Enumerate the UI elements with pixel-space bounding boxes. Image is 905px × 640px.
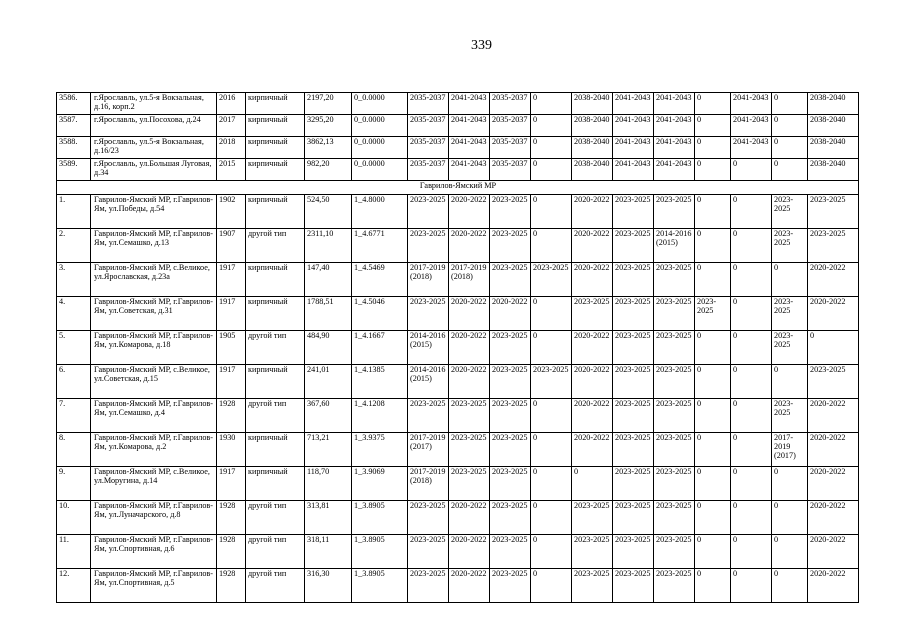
material-cell: кирпичный bbox=[246, 93, 305, 115]
period-cell-7: 2023-2025 bbox=[654, 399, 695, 433]
year-cell: 1928 bbox=[217, 501, 246, 535]
period-cell-1: 2023-2025 bbox=[408, 195, 449, 229]
period-cell-7: 2041-2043 bbox=[654, 93, 695, 115]
material-cell: кирпичный bbox=[246, 467, 305, 501]
period-cell-7: 2014-2016 (2015) bbox=[654, 229, 695, 263]
period-cell-2: 2020-2022 bbox=[449, 535, 490, 569]
year-cell: 2016 bbox=[217, 93, 246, 115]
period-cell-11: 2023-2025 bbox=[808, 229, 859, 263]
period-cell-4: 0 bbox=[531, 331, 572, 365]
area-cell: 2311,10 bbox=[305, 229, 352, 263]
period-cell-3: 2023-2025 bbox=[490, 399, 531, 433]
row-number: 5. bbox=[57, 331, 91, 365]
period-cell-6: 2041-2043 bbox=[613, 159, 654, 181]
area-cell: 313,81 bbox=[305, 501, 352, 535]
period-cell-2: 2041-2043 bbox=[449, 137, 490, 159]
period-cell-4: 0 bbox=[531, 535, 572, 569]
table-row bbox=[57, 433, 859, 467]
period-cell-7: 2041-2043 bbox=[654, 137, 695, 159]
period-cell-3: 2023-2025 bbox=[490, 263, 531, 297]
period-cell-10: 2023-2025 bbox=[772, 399, 808, 433]
period-cell-6: 2041-2043 bbox=[613, 137, 654, 159]
period-cell-6: 2041-2043 bbox=[613, 115, 654, 137]
table-row bbox=[57, 501, 859, 535]
period-cell-4: 0 bbox=[531, 399, 572, 433]
period-cell-11: 2020-2022 bbox=[808, 433, 859, 467]
period-cell-8: 0 bbox=[695, 159, 731, 181]
year-cell: 1902 bbox=[217, 195, 246, 229]
material-cell: другой тип bbox=[246, 501, 305, 535]
address-cell: г.Ярославль, ул.5-я Вокзальная, д.16/23 bbox=[91, 137, 217, 159]
period-cell-1: 2017-2019 (2018) bbox=[408, 467, 449, 501]
material-cell: другой тип bbox=[246, 331, 305, 365]
period-cell-1: 2023-2025 bbox=[408, 569, 449, 603]
address-cell: г.Ярославль, ул.5-я Вокзальная, д.16, корп.2 bbox=[91, 93, 217, 115]
period-cell-9: 0 bbox=[731, 263, 772, 297]
period-cell-2: 2041-2043 bbox=[449, 93, 490, 115]
period-cell-3: 2023-2025 bbox=[490, 467, 531, 501]
period-cell-3: 2023-2025 bbox=[490, 365, 531, 399]
period-cell-5: 2023-2025 bbox=[572, 535, 613, 569]
period-cell-7: 2041-2043 bbox=[654, 115, 695, 137]
period-cell-8: 0 bbox=[695, 501, 731, 535]
period-cell-10: 2023-2025 bbox=[772, 331, 808, 365]
code-cell: 1_3.8905 bbox=[352, 501, 408, 535]
period-cell-11: 2020-2022 bbox=[808, 535, 859, 569]
area-cell: 316,30 bbox=[305, 569, 352, 603]
period-cell-9: 0 bbox=[731, 433, 772, 467]
period-cell-2: 2041-2043 bbox=[449, 115, 490, 137]
period-cell-10: 0 bbox=[772, 535, 808, 569]
period-cell-11: 2023-2025 bbox=[808, 365, 859, 399]
area-cell: 118,70 bbox=[305, 467, 352, 501]
period-cell-2: 2020-2022 bbox=[449, 297, 490, 331]
material-cell: другой тип bbox=[246, 229, 305, 263]
period-cell-2: 2023-2025 bbox=[449, 433, 490, 467]
period-cell-8: 0 bbox=[695, 331, 731, 365]
period-cell-4: 2023-2025 bbox=[531, 365, 572, 399]
period-cell-10: 2023-2025 bbox=[772, 229, 808, 263]
period-cell-6: 2023-2025 bbox=[613, 365, 654, 399]
address-cell: г.Ярославль, ул.Большая Луговая, д.34 bbox=[91, 159, 217, 181]
period-cell-8: 0 bbox=[695, 229, 731, 263]
period-cell-2: 2020-2022 bbox=[449, 569, 490, 603]
period-cell-11: 2020-2022 bbox=[808, 263, 859, 297]
period-cell-5: 0 bbox=[572, 467, 613, 501]
period-cell-6: 2023-2025 bbox=[613, 467, 654, 501]
period-cell-4: 0 bbox=[531, 501, 572, 535]
period-cell-1: 2014-2016 (2015) bbox=[408, 331, 449, 365]
material-cell: кирпичный bbox=[246, 159, 305, 181]
table-body-after bbox=[57, 195, 859, 603]
period-cell-11: 2038-2040 bbox=[808, 159, 859, 181]
code-cell: 0_0.0000 bbox=[352, 115, 408, 137]
period-cell-7: 2023-2025 bbox=[654, 569, 695, 603]
period-cell-5: 2020-2022 bbox=[572, 365, 613, 399]
period-cell-3: 2023-2025 bbox=[490, 569, 531, 603]
period-cell-5: 2020-2022 bbox=[572, 399, 613, 433]
address-cell: Гаврилов-Ямский МР, г.Гаврилов-Ям, ул.Семашко, д.4 bbox=[91, 399, 217, 433]
material-cell: кирпичный bbox=[246, 115, 305, 137]
material-cell: кирпичный bbox=[246, 365, 305, 399]
period-cell-3: 2035-2037 bbox=[490, 93, 531, 115]
table-row bbox=[57, 535, 859, 569]
period-cell-3: 2035-2037 bbox=[490, 137, 531, 159]
period-cell-6: 2023-2025 bbox=[613, 501, 654, 535]
period-cell-3: 2023-2025 bbox=[490, 195, 531, 229]
period-cell-10: 0 bbox=[772, 137, 808, 159]
area-cell: 982,20 bbox=[305, 159, 352, 181]
material-cell: кирпичный bbox=[246, 297, 305, 331]
table-row bbox=[57, 229, 859, 263]
period-cell-9: 0 bbox=[731, 159, 772, 181]
period-cell-6: 2023-2025 bbox=[613, 195, 654, 229]
row-number: 9. bbox=[57, 467, 91, 501]
code-cell: 1_3.9375 bbox=[352, 433, 408, 467]
period-cell-4: 0 bbox=[531, 229, 572, 263]
row-number: 3586. bbox=[57, 93, 91, 115]
data-table bbox=[56, 92, 859, 603]
period-cell-5: 2023-2025 bbox=[572, 501, 613, 535]
year-cell: 1928 bbox=[217, 569, 246, 603]
code-cell: 1_4.1667 bbox=[352, 331, 408, 365]
period-cell-9: 0 bbox=[731, 297, 772, 331]
row-number: 11. bbox=[57, 535, 91, 569]
period-cell-2: 2020-2022 bbox=[449, 195, 490, 229]
period-cell-6: 2023-2025 bbox=[613, 399, 654, 433]
period-cell-1: 2035-2037 bbox=[408, 115, 449, 137]
row-number: 3588. bbox=[57, 137, 91, 159]
period-cell-10: 2023-2025 bbox=[772, 195, 808, 229]
period-cell-7: 2023-2025 bbox=[654, 263, 695, 297]
address-cell: г.Ярославль, ул.Посохова, д.24 bbox=[91, 115, 217, 137]
period-cell-9: 2041-2043 bbox=[731, 137, 772, 159]
row-number: 8. bbox=[57, 433, 91, 467]
period-cell-6: 2023-2025 bbox=[613, 569, 654, 603]
period-cell-9: 0 bbox=[731, 229, 772, 263]
period-cell-3: 2023-2025 bbox=[490, 229, 531, 263]
address-cell: Гаврилов-Ямский МР, г.Гаврилов-Ям, ул.Победы, д.54 bbox=[91, 195, 217, 229]
period-cell-1: 2023-2025 bbox=[408, 501, 449, 535]
period-cell-8: 2023-2025 bbox=[695, 297, 731, 331]
period-cell-8: 0 bbox=[695, 137, 731, 159]
period-cell-7: 2023-2025 bbox=[654, 297, 695, 331]
address-cell: Гаврилов-Ямский МР, с.Великое, ул.Ярославская, д.23а bbox=[91, 263, 217, 297]
period-cell-3: 2035-2037 bbox=[490, 115, 531, 137]
table-row bbox=[57, 195, 859, 229]
period-cell-8: 0 bbox=[695, 467, 731, 501]
period-cell-9: 0 bbox=[731, 569, 772, 603]
period-cell-4: 0 bbox=[531, 93, 572, 115]
address-cell: Гаврилов-Ямский МР, г.Гаврилов-Ям, ул.Спортивная, д.6 bbox=[91, 535, 217, 569]
period-cell-11: 2020-2022 bbox=[808, 501, 859, 535]
period-cell-1: 2014-2016 (2015) bbox=[408, 365, 449, 399]
code-cell: 0_0.0000 bbox=[352, 93, 408, 115]
period-cell-4: 0 bbox=[531, 297, 572, 331]
table-row bbox=[57, 331, 859, 365]
year-cell: 1928 bbox=[217, 535, 246, 569]
period-cell-11: 2038-2040 bbox=[808, 115, 859, 137]
period-cell-6: 2023-2025 bbox=[613, 433, 654, 467]
period-cell-3: 2023-2025 bbox=[490, 501, 531, 535]
table-row bbox=[57, 365, 859, 399]
year-cell: 1930 bbox=[217, 433, 246, 467]
period-cell-1: 2017-2019 (2018) bbox=[408, 263, 449, 297]
period-cell-9: 0 bbox=[731, 467, 772, 501]
material-cell: другой тип bbox=[246, 569, 305, 603]
code-cell: 1_4.5469 bbox=[352, 263, 408, 297]
code-cell: 0_0.0000 bbox=[352, 137, 408, 159]
year-cell: 2017 bbox=[217, 115, 246, 137]
period-cell-11: 2038-2040 bbox=[808, 93, 859, 115]
period-cell-5: 2038-2040 bbox=[572, 115, 613, 137]
period-cell-2: 2023-2025 bbox=[449, 399, 490, 433]
code-cell: 1_4.5046 bbox=[352, 297, 408, 331]
address-cell: Гаврилов-Ямский МР, г.Гаврилов-Ям, ул.Семашко, д.13 bbox=[91, 229, 217, 263]
code-cell: 1_4.1385 bbox=[352, 365, 408, 399]
row-number: 10. bbox=[57, 501, 91, 535]
year-cell: 1928 bbox=[217, 399, 246, 433]
period-cell-7: 2041-2043 bbox=[654, 159, 695, 181]
period-cell-4: 0 bbox=[531, 569, 572, 603]
period-cell-7: 2023-2025 bbox=[654, 467, 695, 501]
year-cell: 1907 bbox=[217, 229, 246, 263]
period-cell-6: 2041-2043 bbox=[613, 93, 654, 115]
period-cell-9: 0 bbox=[731, 195, 772, 229]
period-cell-1: 2035-2037 bbox=[408, 159, 449, 181]
period-cell-8: 0 bbox=[695, 399, 731, 433]
period-cell-9: 0 bbox=[731, 331, 772, 365]
period-cell-10: 0 bbox=[772, 159, 808, 181]
row-number: 6. bbox=[57, 365, 91, 399]
period-cell-3: 2020-2022 bbox=[490, 297, 531, 331]
table-row bbox=[57, 569, 859, 603]
area-cell: 367,60 bbox=[305, 399, 352, 433]
address-cell: Гаврилов-Ямский МР, с.Великое, ул.Советская, д.15 bbox=[91, 365, 217, 399]
period-cell-3: 2023-2025 bbox=[490, 535, 531, 569]
period-cell-8: 0 bbox=[695, 535, 731, 569]
period-cell-5: 2038-2040 bbox=[572, 159, 613, 181]
period-cell-7: 2023-2025 bbox=[654, 365, 695, 399]
period-cell-5: 2020-2022 bbox=[572, 195, 613, 229]
row-number: 12. bbox=[57, 569, 91, 603]
area-cell: 3295,20 bbox=[305, 115, 352, 137]
period-cell-9: 2041-2043 bbox=[731, 115, 772, 137]
period-cell-8: 0 bbox=[695, 93, 731, 115]
period-cell-2: 2017-2019 (2018) bbox=[449, 263, 490, 297]
table-row bbox=[57, 399, 859, 433]
period-cell-8: 0 bbox=[695, 195, 731, 229]
period-cell-11: 2020-2022 bbox=[808, 399, 859, 433]
area-cell: 524,50 bbox=[305, 195, 352, 229]
code-cell: 1_3.9069 bbox=[352, 467, 408, 501]
period-cell-9: 0 bbox=[731, 501, 772, 535]
code-cell: 1_3.8905 bbox=[352, 569, 408, 603]
year-cell: 1905 bbox=[217, 331, 246, 365]
area-cell: 318,11 bbox=[305, 535, 352, 569]
period-cell-5: 2038-2040 bbox=[572, 137, 613, 159]
period-cell-7: 2023-2025 bbox=[654, 501, 695, 535]
table-row bbox=[57, 115, 859, 137]
area-cell: 1788,51 bbox=[305, 297, 352, 331]
table-row bbox=[57, 467, 859, 501]
period-cell-6: 2023-2025 bbox=[613, 263, 654, 297]
address-cell: Гаврилов-Ямский МР, с.Великое, ул.Моругина, д.14 bbox=[91, 467, 217, 501]
period-cell-4: 0 bbox=[531, 137, 572, 159]
page-number: 339 bbox=[471, 38, 492, 53]
period-cell-1: 2023-2025 bbox=[408, 535, 449, 569]
row-number: 3. bbox=[57, 263, 91, 297]
period-cell-5: 2038-2040 bbox=[572, 93, 613, 115]
area-cell: 147,40 bbox=[305, 263, 352, 297]
period-cell-1: 2035-2037 bbox=[408, 93, 449, 115]
period-cell-2: 2020-2022 bbox=[449, 501, 490, 535]
period-cell-2: 2020-2022 bbox=[449, 331, 490, 365]
material-cell: другой тип bbox=[246, 535, 305, 569]
material-cell: кирпичный bbox=[246, 137, 305, 159]
address-cell: Гаврилов-Ямский МР, г.Гаврилов-Ям, ул.Луначарского, д.8 bbox=[91, 501, 217, 535]
period-cell-10: 0 bbox=[772, 467, 808, 501]
period-cell-4: 2023-2025 bbox=[531, 263, 572, 297]
period-cell-10: 0 bbox=[772, 115, 808, 137]
period-cell-3: 2023-2025 bbox=[490, 331, 531, 365]
period-cell-4: 0 bbox=[531, 159, 572, 181]
code-cell: 1_4.8000 bbox=[352, 195, 408, 229]
period-cell-3: 2035-2037 bbox=[490, 159, 531, 181]
table-row bbox=[57, 297, 859, 331]
period-cell-7: 2023-2025 bbox=[654, 195, 695, 229]
period-cell-11: 0 bbox=[808, 331, 859, 365]
period-cell-8: 0 bbox=[695, 433, 731, 467]
area-cell: 713,21 bbox=[305, 433, 352, 467]
period-cell-10: 0 bbox=[772, 569, 808, 603]
table-row bbox=[57, 93, 859, 115]
row-number: 4. bbox=[57, 297, 91, 331]
period-cell-10: 0 bbox=[772, 365, 808, 399]
row-number: 3587. bbox=[57, 115, 91, 137]
table-row bbox=[57, 263, 859, 297]
period-cell-6: 2023-2025 bbox=[613, 331, 654, 365]
table-body-before bbox=[57, 93, 859, 181]
code-cell: 1_3.8905 bbox=[352, 535, 408, 569]
area-cell: 3862,13 bbox=[305, 137, 352, 159]
section-header-group bbox=[57, 181, 859, 195]
period-cell-9: 2041-2043 bbox=[731, 93, 772, 115]
area-cell: 484,90 bbox=[305, 331, 352, 365]
period-cell-6: 2023-2025 bbox=[613, 229, 654, 263]
period-cell-1: 2023-2025 bbox=[408, 297, 449, 331]
row-number: 2. bbox=[57, 229, 91, 263]
period-cell-1: 2023-2025 bbox=[408, 399, 449, 433]
period-cell-11: 2020-2022 bbox=[808, 467, 859, 501]
address-cell: Гаврилов-Ямский МР, г.Гаврилов-Ям, ул.Комарова, д.18 bbox=[91, 331, 217, 365]
period-cell-2: 2041-2043 bbox=[449, 159, 490, 181]
period-cell-5: 2020-2022 bbox=[572, 331, 613, 365]
period-cell-5: 2023-2025 bbox=[572, 569, 613, 603]
period-cell-6: 2023-2025 bbox=[613, 535, 654, 569]
period-cell-4: 0 bbox=[531, 467, 572, 501]
code-cell: 1_4.1208 bbox=[352, 399, 408, 433]
code-cell: 1_4.6771 bbox=[352, 229, 408, 263]
period-cell-8: 0 bbox=[695, 263, 731, 297]
period-cell-10: 0 bbox=[772, 501, 808, 535]
year-cell: 2015 bbox=[217, 159, 246, 181]
period-cell-11: 2023-2025 bbox=[808, 195, 859, 229]
year-cell: 1917 bbox=[217, 297, 246, 331]
material-cell: кирпичный bbox=[246, 433, 305, 467]
period-cell-4: 0 bbox=[531, 433, 572, 467]
period-cell-10: 2017-2019 (2017) bbox=[772, 433, 808, 467]
period-cell-2: 2020-2022 bbox=[449, 365, 490, 399]
period-cell-5: 2023-2025 bbox=[572, 297, 613, 331]
period-cell-5: 2020-2022 bbox=[572, 229, 613, 263]
area-cell: 241,01 bbox=[305, 365, 352, 399]
period-cell-7: 2023-2025 bbox=[654, 331, 695, 365]
section-header-row bbox=[57, 181, 859, 195]
address-cell: Гаврилов-Ямский МР, г.Гаврилов-Ям, ул.Спортивная, д.5 bbox=[91, 569, 217, 603]
period-cell-2: 2023-2025 bbox=[449, 467, 490, 501]
period-cell-5: 2020-2022 bbox=[572, 433, 613, 467]
period-cell-9: 0 bbox=[731, 535, 772, 569]
area-cell: 2197,20 bbox=[305, 93, 352, 115]
period-cell-9: 0 bbox=[731, 399, 772, 433]
table-row bbox=[57, 159, 859, 181]
section-title: Гаврилов-Ямский МР bbox=[57, 181, 859, 195]
period-cell-1: 2023-2025 bbox=[408, 229, 449, 263]
period-cell-7: 2023-2025 bbox=[654, 535, 695, 569]
period-cell-8: 0 bbox=[695, 569, 731, 603]
period-cell-6: 2023-2025 bbox=[613, 297, 654, 331]
row-number: 7. bbox=[57, 399, 91, 433]
year-cell: 2018 bbox=[217, 137, 246, 159]
period-cell-1: 2035-2037 bbox=[408, 137, 449, 159]
period-cell-9: 0 bbox=[731, 365, 772, 399]
period-cell-3: 2023-2025 bbox=[490, 433, 531, 467]
year-cell: 1917 bbox=[217, 263, 246, 297]
period-cell-4: 0 bbox=[531, 115, 572, 137]
material-cell: другой тип bbox=[246, 399, 305, 433]
row-number: 3589. bbox=[57, 159, 91, 181]
period-cell-1: 2017-2019 (2017) bbox=[408, 433, 449, 467]
period-cell-8: 0 bbox=[695, 115, 731, 137]
material-cell: кирпичный bbox=[246, 263, 305, 297]
table-row bbox=[57, 137, 859, 159]
address-cell: Гаврилов-Ямский МР, г.Гаврилов-Ям, ул.Комарова, д.2 bbox=[91, 433, 217, 467]
period-cell-10: 2023-2025 bbox=[772, 297, 808, 331]
period-cell-10: 0 bbox=[772, 93, 808, 115]
period-cell-11: 2020-2022 bbox=[808, 569, 859, 603]
period-cell-5: 2020-2022 bbox=[572, 263, 613, 297]
period-cell-10: 0 bbox=[772, 263, 808, 297]
year-cell: 1917 bbox=[217, 467, 246, 501]
address-cell: Гаврилов-Ямский МР, г.Гаврилов-Ям, ул.Советская, д.31 bbox=[91, 297, 217, 331]
period-cell-2: 2020-2022 bbox=[449, 229, 490, 263]
period-cell-8: 0 bbox=[695, 365, 731, 399]
year-cell: 1917 bbox=[217, 365, 246, 399]
period-cell-4: 0 bbox=[531, 195, 572, 229]
period-cell-11: 2020-2022 bbox=[808, 297, 859, 331]
period-cell-11: 2038-2040 bbox=[808, 137, 859, 159]
period-cell-7: 2023-2025 bbox=[654, 433, 695, 467]
material-cell: кирпичный bbox=[246, 195, 305, 229]
row-number: 1. bbox=[57, 195, 91, 229]
code-cell: 0_0.0000 bbox=[352, 159, 408, 181]
